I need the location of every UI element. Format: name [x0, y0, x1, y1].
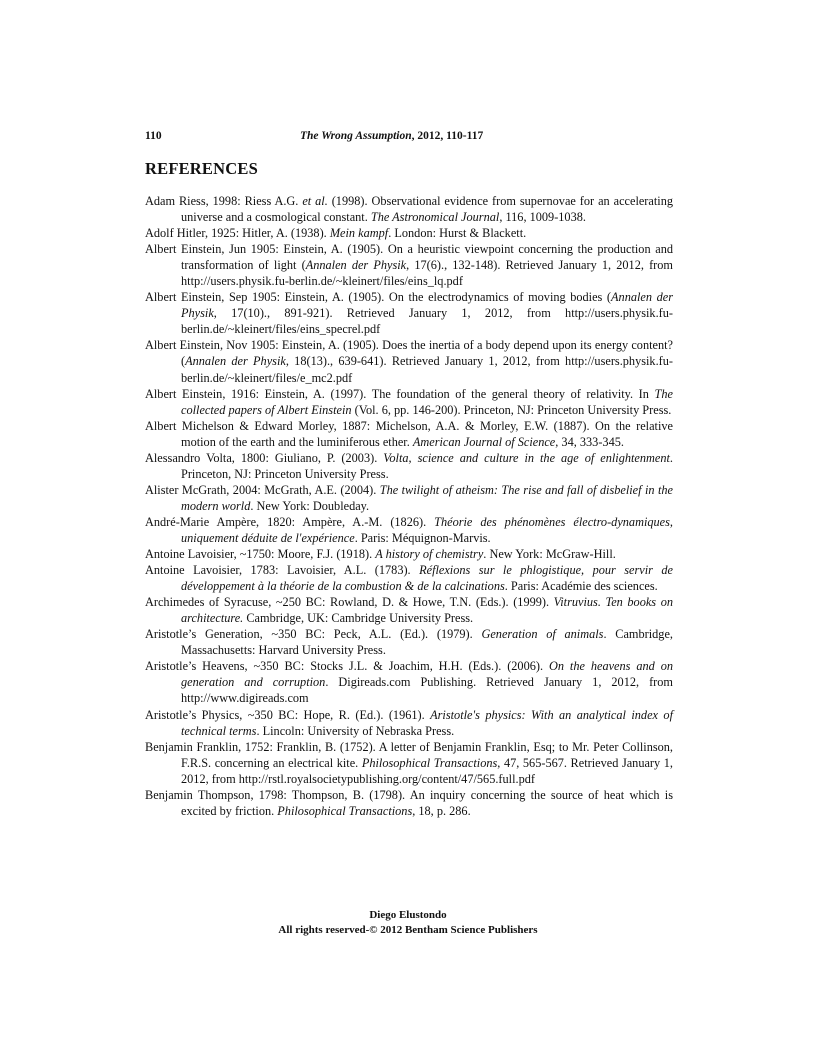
- reference-entry: [145, 193, 673, 225]
- reference-italic-text: Annalen der Physik: [181, 290, 673, 321]
- reference-text: , 17(6)., 132-148). Retrieved January 1, 2012, from http://users.physik.fu-berlin.de/~kleinert/files/eins_lq.pdf: [181, 258, 673, 289]
- reference-italic-text: A history of chemistry: [375, 547, 484, 562]
- reference-entry: [145, 787, 673, 819]
- section-title: REFERENCES: [145, 159, 258, 178]
- reference-entry: [145, 482, 673, 514]
- reference-text: . New York: Doubleday.: [250, 498, 370, 513]
- reference-text: . Lincoln: University of Nebraska Press.: [256, 723, 455, 738]
- journal-year-pages: , 2012, 110-117: [411, 130, 484, 142]
- reference-entry: [145, 225, 673, 241]
- reference-italic-text: Réflexions sur le phlogistique, pour servir de développement à la théorie de la combustion & de la calcinations: [181, 563, 673, 594]
- reference-text: . Cambridge, Massachusetts: Harvard University Press.: [181, 627, 673, 658]
- footer-copyright: All rights reserved-© 2012 Bentham Science Publishers: [278, 924, 538, 936]
- reference-italic-text: On the heavens and on generation and corruption: [181, 659, 673, 690]
- reference-italic-text: Annalen der Physik: [185, 354, 286, 369]
- reference-text: . New York: McGraw-Hill.: [483, 547, 616, 562]
- reference-italic-text: American Journal of Science: [412, 434, 556, 449]
- reference-text: Albert Einstein, 1916: Einstein, A. (1997). The foundation of the general theory of relativity. In: [145, 386, 655, 401]
- reference-text: Benjamin Franklin, 1752: Franklin, B. (1752). A letter of Benjamin Franklin, Esq; to Mr. Peter Collinson, F.R.S. concerning an electrical kite.: [145, 739, 673, 770]
- reference-italic-text: Philosophical Transactions: [361, 755, 498, 770]
- reference-text: Benjamin Thompson, 1798: Thompson, B. (1798). An inquiry concerning the source of heat which is excited by friction.: [145, 787, 673, 818]
- reference-text: Aristotle’s Generation, ~350 BC: Peck, A.L. (Ed.). (1979).: [145, 627, 482, 642]
- reference-text: Antoine Lavoisier, ~1750: Moore, F.J. (1918).: [145, 547, 376, 562]
- reference-entry: [145, 514, 673, 546]
- reference-entry: [145, 546, 673, 562]
- page-footer: [0, 908, 816, 938]
- reference-text: Adolf Hitler, 1925: Hitler, A. (1938).: [145, 226, 330, 241]
- reference-text: Cambridge, UK: Cambridge University Press.: [243, 611, 474, 626]
- reference-entry: [145, 386, 673, 418]
- reference-text: . London: Hurst & Blackett.: [388, 226, 527, 241]
- reference-list: [145, 193, 673, 819]
- reference-text: Albert Einstein, Nov 1905: Einstein, A. (1905). Does the inertia of a body depend upon its energy content? (: [145, 338, 673, 369]
- reference-entry: [145, 337, 673, 385]
- reference-italic-text: Philosophical Transactions: [277, 803, 413, 818]
- reference-text: . Princeton, NJ: Princeton University Press.: [181, 450, 673, 481]
- reference-italic-text: The collected papers of Albert Einstein: [181, 386, 673, 417]
- reference-text: Albert Michelson & Edward Morley, 1887: Michelson, A.A. & Morley, E.W. (1887). On the relative motion of the earth and the luminiferous ether.: [145, 418, 673, 449]
- reference-italic-text: Annalen der Physik: [305, 258, 407, 273]
- reference-text: , 17(10)., 891-921). Retrieved January 1, 2012, from http://users.physik.fu-berlin.de/~kleinert/files/eins_specrel.pdf: [181, 306, 673, 337]
- page-number: 110: [145, 130, 162, 142]
- reference-text: . Paris: Méquignon-Marvis.: [354, 530, 491, 545]
- reference-text: André-Marie Ampère, 1820: Ampère, A.-M. (1826).: [145, 514, 435, 529]
- reference-italic-text: et al.: [302, 194, 328, 208]
- reference-text: Aristotle’s Physics, ~350 BC: Hope, R. (Ed.). (1961).: [145, 707, 431, 722]
- reference-italic-text: Vitruvius. Ten books on architecture.: [181, 595, 673, 626]
- reference-text: Aristotle’s Heavens, ~350 BC: Stocks J.L. & Joachim, H.H. (Eds.). (2006).: [145, 659, 549, 674]
- reference-entry: [145, 594, 673, 626]
- reference-italic-text: Mein kampf: [329, 226, 389, 241]
- reference-italic-text: Théorie des phénomènes électro-dynamiques, uniquement déduite de l'expérience: [181, 514, 673, 545]
- reference-text: . Paris: Académie des sciences.: [504, 579, 658, 594]
- reference-text: Adam Riess, 1998: Riess A.G.: [145, 194, 303, 208]
- reference-entry: [145, 241, 673, 289]
- reference-text: (Vol. 6, pp. 146-200). Princeton, NJ: Princeton University Press.: [351, 402, 672, 417]
- reference-text: Alessandro Volta, 1800: Giuliano, P. (2003).: [145, 450, 384, 465]
- reference-entry: [145, 450, 673, 482]
- reference-text: , 34, 333-345.: [555, 434, 624, 449]
- journal-title: The Wrong Assumption: [300, 130, 412, 142]
- reference-italic-text: Generation of animals: [481, 627, 604, 642]
- reference-italic-text: The Astronomical Journal: [370, 210, 500, 225]
- reference-text: , 116, 1009-1038.: [499, 210, 586, 225]
- reference-text: Albert Einstein, Sep 1905: Einstein, A. (1905). On the electrodynamics of moving bodies (: [145, 290, 612, 305]
- reference-text: Antoine Lavoisier, 1783: Lavoisier, A.L. (1783).: [145, 563, 420, 578]
- reference-italic-text: Aristotle's physics: With an analytical index of technical terms: [181, 707, 673, 738]
- reference-text: . Digireads.com Publishing. Retrieved January 1, 2012, from http://www.digireads.com: [181, 675, 673, 706]
- reference-entry: [145, 739, 673, 787]
- reference-entry: [145, 289, 673, 337]
- reference-text: , 18, p. 286.: [412, 803, 471, 818]
- reference-entry: [145, 658, 673, 706]
- reference-text: , 18(13)., 639-641). Retrieved January 1, 2012, from http://users.physik.fu-berlin.de/~kleinert/files/e_mc2.pdf: [181, 354, 673, 385]
- reference-entry: [145, 562, 673, 594]
- reference-text: Archimedes of Syracuse, ~250 BC: Rowland, D. & Howe, T.N. (Eds.). (1999).: [145, 595, 554, 610]
- reference-text: Alister McGrath, 2004: McGrath, A.E. (2004).: [145, 482, 380, 497]
- reference-italic-text: The twilight of atheism: The rise and fall of disbelief in the modern world: [181, 482, 673, 513]
- reference-text: , 47, 565-567. Retrieved January 1, 2012, from http://rstl.royalsocietypublishing.org/content/47/565.full.pdf: [181, 755, 673, 786]
- reference-entry: [145, 418, 673, 450]
- reference-text: (1998). Observational evidence from supernovae for an accelerating universe and a cosmological constant.: [181, 194, 673, 225]
- running-header: [145, 130, 673, 146]
- journal-citation: [300, 130, 483, 142]
- footer-author: Diego Elustondo: [369, 909, 447, 921]
- reference-entry: [145, 707, 673, 739]
- reference-entry: [145, 626, 673, 658]
- reference-italic-text: Volta, science and culture in the age of enlightenment: [383, 450, 670, 465]
- reference-text: Albert Einstein, Jun 1905: Einstein, A. (1905). On a heuristic viewpoint concerning the production and transformation of light (: [145, 242, 673, 273]
